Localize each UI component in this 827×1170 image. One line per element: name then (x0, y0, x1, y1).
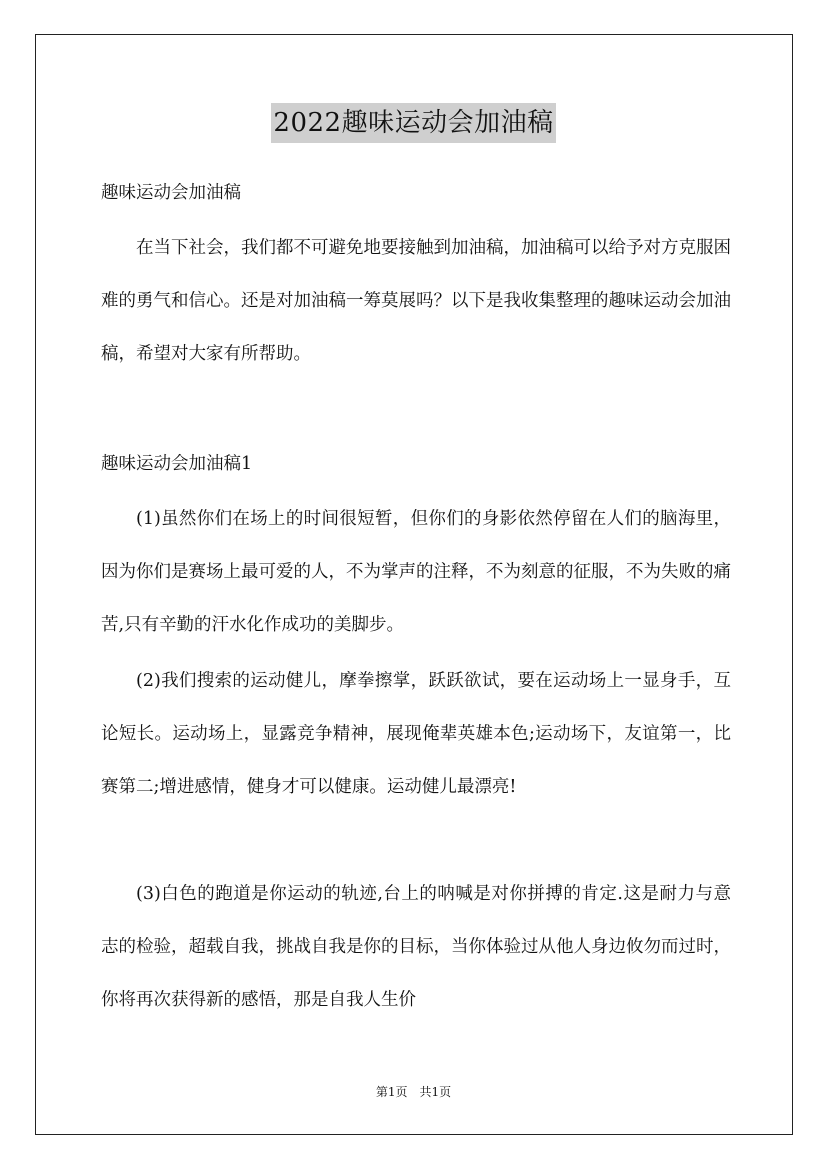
page-footer: 第1页 共1页 (375, 1085, 452, 1099)
paragraph-2: (2)我们搜索的运动健儿，摩拳擦掌，跃跃欲试，要在运动场上一显身手，互论短长。运动场上，显露竞争精神，展现俺辈英雄本色;运动场下，友谊第一，比赛第二;增进感情，健身才可以健康。运动健儿最漂亮! (101, 671, 731, 797)
paragraph-3: (3)白色的跑道是你运动的轨迹,台上的呐喊是对你拼搏的肯定.这是耐力与意志的检验，超载自我，挑战自我是你的目标，当你体验过从他人身边攸勿而过时，你将再次获得新的感悟，那是自我人生价 (101, 884, 731, 1010)
paragraph-1: (1)虽然你们在场上的时间很短暂，但你们的身影依然停留在人们的脑海里，因为你们是赛场上最可爱的人，不为掌声的注释，不为刻意的征服，不为失败的痛苦,只有辛勤的汗水化作成功的美脚步。 (101, 509, 731, 635)
intro-paragraph: 在当下社会，我们都不可避免地要接触到加油稿，加油稿可以给予对方克服困难的勇气和信心。还是对加油稿一筹莫展吗？以下是我收集整理的趣味运动会加油稿，希望对大家有所帮助。 (101, 238, 731, 364)
title-container (0, 103, 827, 143)
document-title: 2022趣味运动会加油稿 (271, 103, 555, 143)
subtitle: 趣味运动会加油稿 (101, 183, 241, 203)
section-heading: 趣味运动会加油稿1 (101, 454, 253, 474)
